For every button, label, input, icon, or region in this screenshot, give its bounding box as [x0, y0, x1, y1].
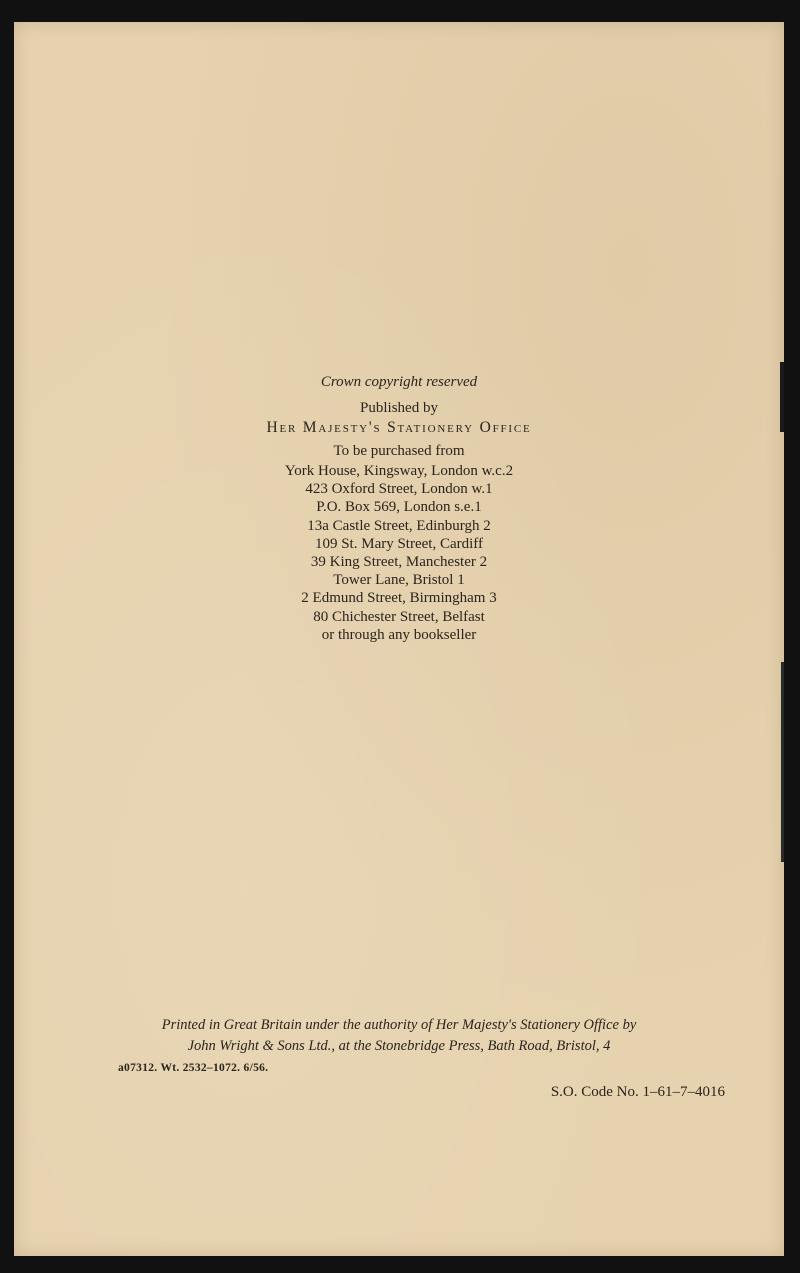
print-reference: a07312. Wt. 2532–1072. 6/56.: [118, 1062, 269, 1074]
address-line: P.O. Box 569, London s.e.1: [316, 499, 482, 516]
binding-edge-lower: [781, 662, 784, 862]
address-line: or through any bookseller: [321, 626, 477, 643]
address-line: Tower Lane, Bristol 1: [333, 572, 465, 589]
address-line: 80 Chichester Street, Belfast: [313, 608, 485, 625]
address-line: 423 Oxford Street, London w.1: [305, 481, 493, 498]
address-list: [14, 462, 784, 644]
address-line: 13a Castle Street, Edinburgh 2: [307, 517, 491, 534]
address-line: 109 St. Mary Street, Cardiff: [314, 535, 484, 552]
printer-imprint-line-2: John Wright & Sons Ltd., at the Stonebridge Press, Bath Road, Bristol, 4: [187, 1038, 611, 1054]
purchase-label: To be purchased from: [333, 443, 465, 459]
publisher-name: Her Majesty's Stationery Office: [266, 419, 532, 436]
back-cover-page: [14, 22, 784, 1256]
copyright-notice: Crown copyright reserved: [320, 374, 478, 390]
address-line: 39 King Street, Manchester 2: [310, 554, 488, 571]
printer-imprint-line-1: Printed in Great Britain under the authority of Her Majesty's Stationery Office by: [161, 1017, 637, 1033]
so-code-number: S.O. Code No. 1–61–7–4016: [550, 1084, 725, 1100]
published-by-label: Published by: [360, 400, 438, 416]
address-line: 2 Edmund Street, Birmingham 3: [301, 590, 497, 607]
address-line: York House, Kingsway, London w.c.2: [284, 463, 514, 479]
printer-imprint: [14, 1015, 784, 1057]
